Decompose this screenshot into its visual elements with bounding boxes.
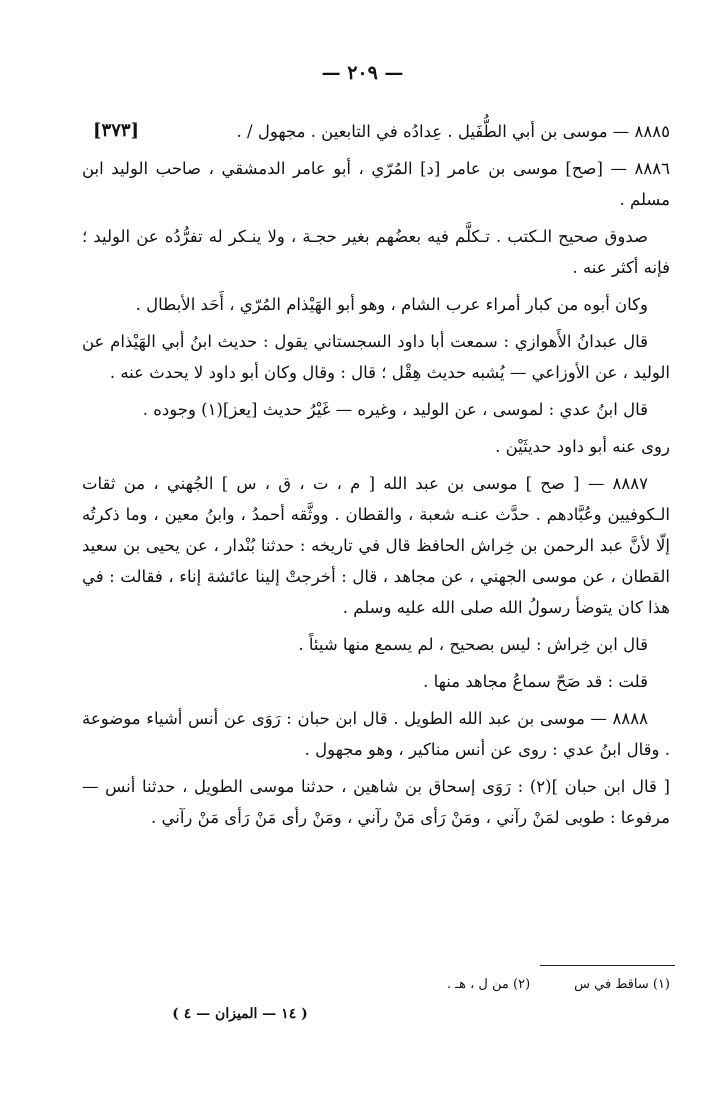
entry-8886: ٨٨٨٦ — [صح] موسى بن عامر [د] المُرّي ، أبو عامر الدمشقي ، صاحب الوليد ابن مسلم . bbox=[82, 159, 670, 209]
signature-mark: ( ١٤ — الميزان — ٤ ) bbox=[172, 1006, 308, 1022]
entry-8887: ٨٨٨٧ — [ صح ] موسى بن عبد الله [ م ، ت ، ق ، س ] الجُهني ، من ثقات الـكوفيين وعُبَّادهم . حدَّث عنـه شعبة ، والقطان . ووثَّقه أحمدُ ، وابنُ معين ، وما ذكرتُه إلّا لأنَّ عبد الرحمن بن خِراش الحافظ قال في تاريخه : حدثنا بُنْدار ، عن يحيى بن سعيد القطان ، عن موسى الجهني ، عن مجاهد ، قال : أخرجتْ إلينا عائشة إناء ، فقالت : في هذا كان يتوضأ رسولُ الله صلى الله عليه وسلم . bbox=[82, 474, 670, 617]
footnotes bbox=[340, 977, 670, 992]
entry-8888: ٨٨٨٨ — موسى بن عبد الله الطويل . قال ابن حبان : رَوَى عن أنس أشياء موضوعة . وقال ابنُ عدي : روى عن أنس مناكير ، وهو مجهول . bbox=[82, 709, 670, 759]
main-text bbox=[82, 116, 670, 839]
footnote-2: (٢) من ل ، هـ . bbox=[447, 977, 531, 992]
paragraph: قال ابنُ عدي : لموسى ، عن الوليد ، وغيره — غَيْرُ حديث [يعز](١) وجوده . bbox=[142, 400, 648, 419]
paragraph: وكان أبوه من كبار أمراء عرب الشام ، وهو أبو الهَيْذام المُرّي ، أَحَد الأبطال . bbox=[135, 295, 648, 314]
paragraph: قال ابن خِراش : ليس بصحيح ، لم يسمع منها شيئاً . bbox=[298, 635, 648, 654]
paragraph: قال عبدانُ الأَهوازي : سمعت أبا داود السجستاني يقول : حديث ابنُ أبي الهَيْذام عن الوليد ، عن الأوزاعي — يُشبه حديث هِقْل ؛ قال : وقال وكان أبو داود لا يحدث عنه . bbox=[82, 332, 670, 382]
paragraph: روى عنه أبو داود حديثَيْن . bbox=[495, 437, 670, 456]
margin-reference: [٣٧٣] bbox=[93, 120, 140, 141]
paragraph: صدوق صحيح الـكتب . تـكلَّم فيه بعضُهم بغير حجـة ، ولا ينـكر له تفرُّدُه عن الوليد ؛ فإنه أكثر عنه . bbox=[82, 227, 670, 277]
paragraph: قلت : قد صَحّ سماعُ مجاهد منها . bbox=[423, 672, 648, 691]
footnote-divider bbox=[540, 965, 675, 966]
page-number: — ٢٠٩ — bbox=[321, 62, 404, 84]
paragraph: [ قال ابن حبان ](٢) : رَوَى إسحاق بن شاهين ، حدثنا موسى الطويل ، حدثنا أنس — مرفوعا : طوبى لمَنْ رآني ، ومَنْ رَأى مَنْ رآني ، ومَنْ رأى مَنْ رَأى مَنْ رآني . bbox=[82, 777, 670, 827]
footnote-1: (١) ساقط في س bbox=[574, 977, 670, 992]
entry-8885: ٨٨٨٥ — موسى بن أبي الطُّفَيل . عِدادُه في التابعين . مجهول / . bbox=[236, 122, 670, 141]
